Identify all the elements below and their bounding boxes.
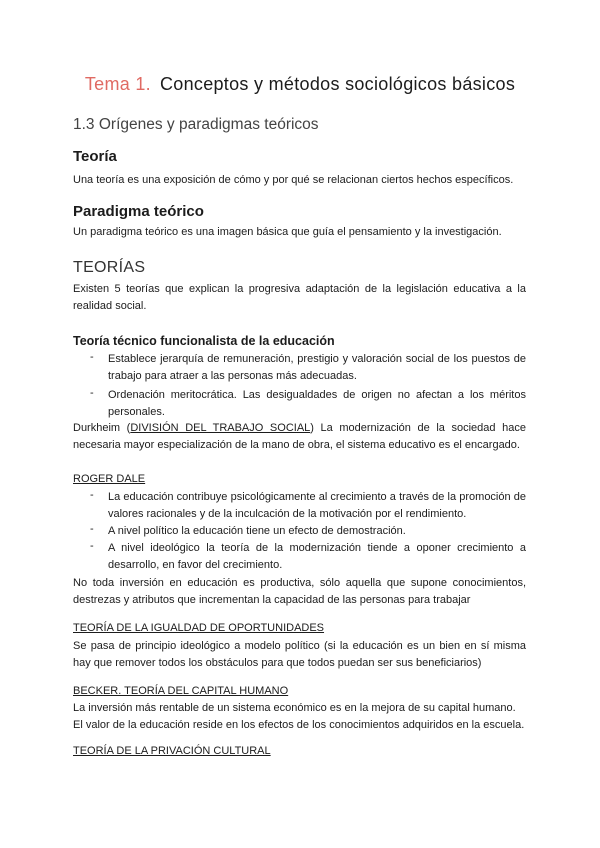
paradigma-definition: Un paradigma teórico es una imagen básica que guía el pensamiento y la investigación. (73, 226, 502, 238)
bullet-marker: - (90, 540, 94, 552)
paradigma-heading: Paradigma teórico (73, 203, 204, 220)
title-number: Tema 1. (84, 74, 151, 94)
igualdad-text: Se pasa de principio ideológico a modelo político (si la educación es un bien en sí misma hay que remover todos los obstáculos para que todos puedan ser sus beneficiarios) (73, 640, 526, 669)
funcionalista-heading: Teoría técnico funcionalista de la educación (73, 334, 335, 348)
becker-line: La inversión más rentable de un sistema económico es en la mejora de su capital humano. (73, 702, 516, 714)
durkheim-rest: ) La modernización de la sociedad hace necesaria mayor especialización de la mano de obra, el sistema educativo es el encargado. (73, 422, 526, 451)
durkheim-prefix: Durkheim ( (73, 422, 131, 434)
roger-dale-note: No toda inversión en educación es productiva, sólo aquella que supone conocimientos, destrezas y atributos que incrementan la capacidad de las personas para trabajar (73, 577, 526, 606)
teorias-heading: TEORÍAS (73, 259, 146, 276)
bullet-marker: - (90, 523, 94, 535)
durkheim-work-title: DIVISIÓN DEL TRABAJO SOCIAL (130, 422, 311, 434)
bullet-marker: - (90, 387, 94, 399)
bullet-marker: - (90, 489, 94, 501)
teorias-intro: Existen 5 teorías que explican la progresiva adaptación de la legislación educativa a la realidad social. (73, 283, 526, 312)
page-title (0, 74, 600, 95)
list-item: Establece jerarquía de remuneración, prestigio y valoración social de los puestos de trabajo para atraer a las personas más adecuadas. (108, 353, 526, 382)
becker-heading: BECKER. TEORÍA DEL CAPITAL HUMANO (73, 685, 289, 697)
bullet-marker: - (90, 351, 94, 363)
roger-dale-heading: ROGER DALE (73, 473, 146, 485)
list-item: A nivel político la educación tiene un efecto de demostración. (108, 525, 406, 537)
durkheim-paragraph (73, 420, 526, 454)
teoria-definition: Una teoría es una exposición de cómo y por qué se relacionan ciertos hechos específicos. (73, 174, 514, 186)
list-item: A nivel ideológico la teoría de la modernización tiende a oponer crecimiento a desarrollo, en favor del crecimiento. (108, 542, 526, 571)
list-item: Ordenación meritocrática. Las desigualdades de origen no afectan a los méritos personales. (108, 389, 526, 418)
section-subtitle: 1.3 Orígenes y paradigmas teóricos (73, 116, 319, 133)
teoria-heading: Teoría (73, 148, 117, 165)
igualdad-heading: TEORÍA DE LA IGUALDAD DE OPORTUNIDADES (73, 622, 325, 634)
list-item: La educación contribuye psicológicamente al crecimiento a través de la promoción de valores racionales y de la inculcación de la motivación por el rendimiento. (108, 491, 526, 520)
becker-line: El valor de la educación reside en los efectos de los conocimientos adquiridos en la escuela. (73, 719, 525, 731)
title-text: Conceptos y métodos sociológicos básicos (159, 74, 516, 94)
privacion-heading: TEORÍA DE LA PRIVACIÓN CULTURAL (73, 745, 271, 757)
